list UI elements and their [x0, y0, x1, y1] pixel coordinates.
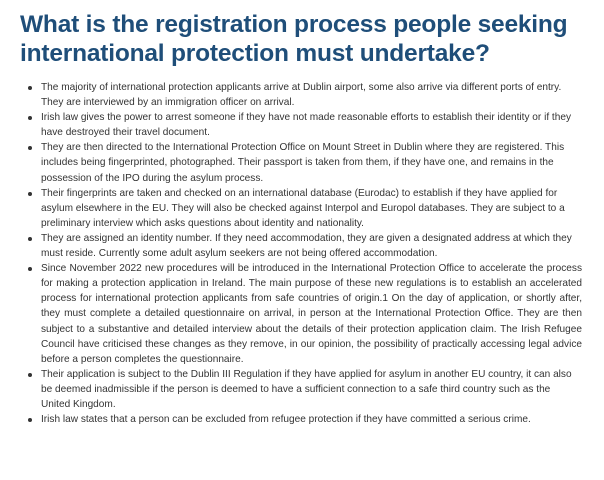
- bullet-icon: [28, 116, 32, 120]
- list-item: [20, 110, 582, 140]
- list-item: [20, 261, 582, 367]
- list-item-text: Irish law states that a person can be excluded from refugee protection if they have committed a serious crime.: [41, 414, 531, 426]
- list-item: [20, 367, 582, 412]
- list-item: [20, 412, 582, 427]
- list-item: [20, 231, 582, 261]
- list-item: [20, 80, 582, 110]
- list-item: [20, 186, 582, 231]
- page-title: What is the registration process people seeking international protection must undertake?: [20, 11, 568, 67]
- list-item-text: Irish law gives the power to arrest someone if they have not made reasonable efforts to establish their identity or if they have destroyed their travel document.: [41, 112, 572, 139]
- list-item-text: Their application is subject to the Dublin III Regulation if they have applied for asylum in another EU country, it can also be deemed inadmissible if the person is deemed to have a sufficient connection to a safe third country such as the United Kingdom.: [41, 368, 572, 410]
- bullet-icon: [28, 373, 32, 377]
- bullet-icon: [28, 146, 32, 150]
- bullet-icon: [28, 418, 32, 422]
- list-item-text: They are assigned an identity number. If they need accommodation, they are given a designated address at which they must reside. Currently some adult asylum seekers are not being offered accommodation.: [41, 232, 572, 260]
- list-item-text: They are then directed to the International Protection Office on Mount Street in Dublin where they are registered. This includes being fingerprinted, photographed. Their passport is taken from them, if they have one, and remains in the possession of the IPO during the asylum process.: [41, 142, 565, 184]
- bullet-icon: [28, 267, 32, 271]
- bullet-icon: [28, 237, 32, 241]
- bullet-icon: [28, 86, 32, 90]
- list-item: [20, 140, 582, 185]
- bullet-icon: [28, 192, 32, 196]
- list-item-text: Their fingerprints are taken and checked on an international database (Eurodac) to establish if they have applied for asylum elsewhere in the EU. They will also be checked against Interpol and Europol databases. They are subject to a preliminary interview which asks questions about identity and nationality.: [41, 187, 565, 229]
- list-item-text: The majority of international protection applicants arrive at Dublin airport, some also arrive via different ports of entry. They are interviewed by an immigration officer on arrival.: [41, 82, 562, 109]
- bullet-list: [20, 80, 582, 427]
- list-item-text: Since November 2022 new procedures will be introduced in the International Protection Office to accelerate the process for making a protection application in Ireland. The main purpose of these new regulations is to establish an accelerated process for international protection applicants from safe countries of origin.1 On the day of application, or shortly after, they must complete a detailed questionnaire on arrival, in person at the International Protection Office. They are then subject to a substantive and detailed interview about the details of their protection application claim. The Irish Refugee Council have criticised these changes as they remove, in our opinion, the possibility of practically accessing legal advice before a person completes the questionnaire.: [41, 263, 582, 365]
